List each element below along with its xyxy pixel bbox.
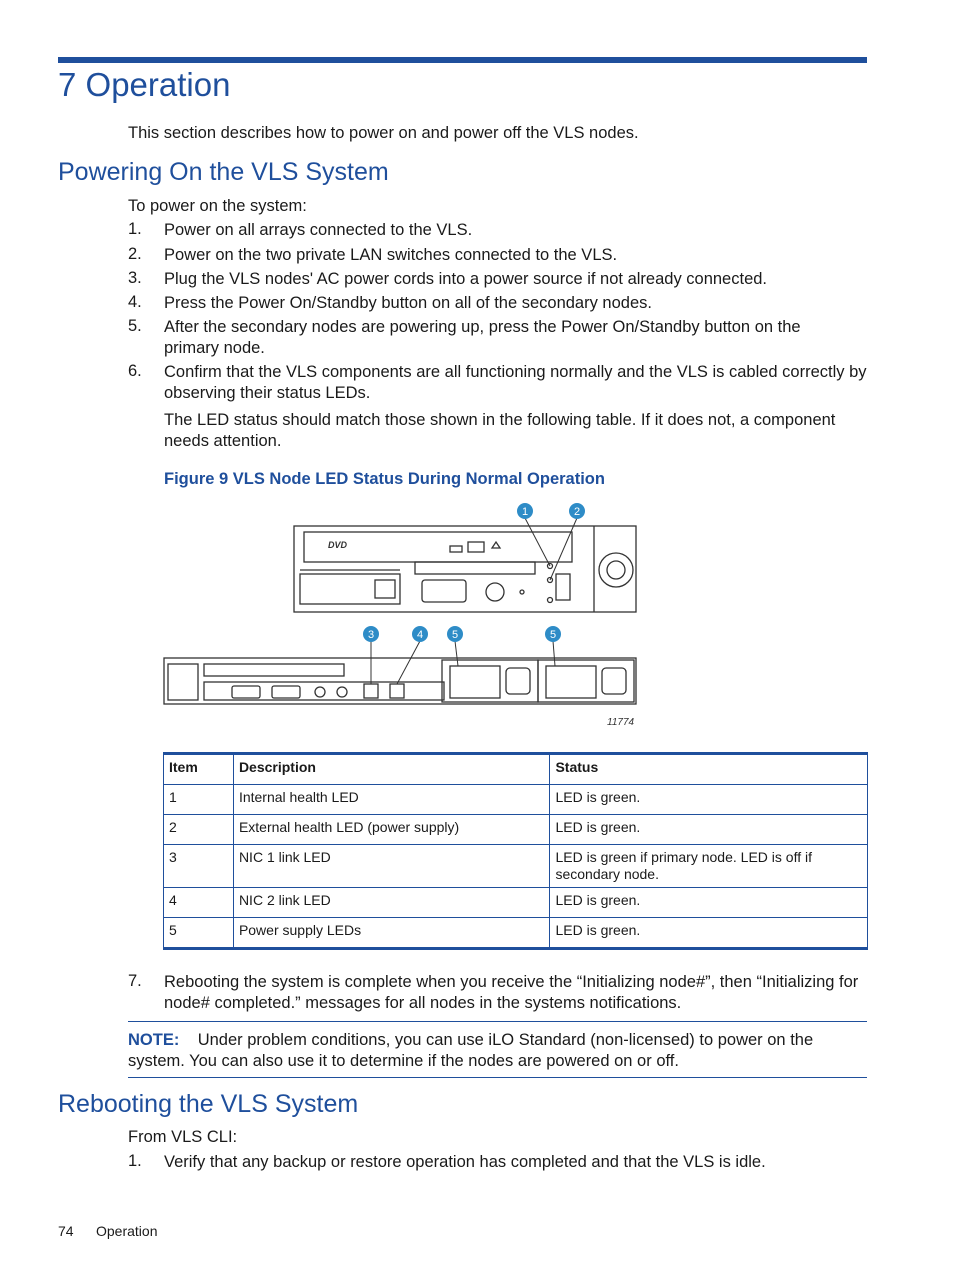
rear-vga-port bbox=[272, 686, 300, 698]
step-text: After the secondary nodes are powering up, press the Power On/Standby button on the primary node. bbox=[164, 318, 801, 357]
drive-latch bbox=[375, 580, 395, 598]
table-header-row bbox=[164, 754, 868, 785]
dvd-eject-icon bbox=[468, 542, 484, 552]
led-status-table bbox=[163, 752, 868, 950]
power-button-icon bbox=[486, 583, 504, 601]
dvd-led-icon bbox=[450, 546, 462, 552]
figure-caption: Figure 9 VLS Node LED Status During Normal Operation bbox=[164, 470, 605, 488]
callout-line-2 bbox=[550, 518, 577, 580]
intro-paragraph: This section describes how to power on and power off the VLS nodes. bbox=[128, 124, 639, 142]
note-text: Under problem conditions, you can use iLO Standard (non-licensed) to power on the system. You can also use it to determine if the nodes are powered on or off. bbox=[128, 1031, 814, 1070]
step-text: Plug the VLS nodes' AC power cords into a power source if not already connected. bbox=[164, 270, 768, 288]
callout-1-label: 1 bbox=[521, 506, 529, 518]
table-row bbox=[164, 888, 868, 918]
cell-status: LED is green. bbox=[550, 785, 868, 815]
figure-number: 11774 bbox=[607, 717, 635, 728]
step-text: Press the Power On/Standby button on all of the secondary nodes. bbox=[164, 294, 652, 312]
rear-connector bbox=[337, 687, 347, 697]
cell-description: External health LED (power supply) bbox=[233, 815, 550, 845]
step-number: 6. bbox=[128, 362, 142, 380]
callout-line-1 bbox=[525, 518, 550, 566]
callout-5b-label: 5 bbox=[549, 629, 557, 641]
front-indicator bbox=[520, 590, 524, 594]
note-label: NOTE: bbox=[128, 1031, 180, 1049]
step-text: Verify that any backup or restore operation has completed and that the VLS is idle. bbox=[164, 1153, 766, 1171]
cell-status: LED is green. bbox=[550, 888, 868, 918]
back-io-block bbox=[168, 664, 198, 700]
cell-item: 1 bbox=[164, 785, 234, 815]
rack-handle-inner bbox=[607, 561, 625, 579]
callout-line-5b bbox=[553, 641, 555, 666]
drive-bay bbox=[300, 574, 400, 604]
usb-port bbox=[556, 574, 570, 600]
step6-note: The LED status should match those shown in the following table. If it does not, a component needs attention. bbox=[164, 411, 836, 450]
eject-arrow-icon bbox=[492, 542, 500, 548]
note bbox=[128, 1022, 843, 1072]
step-number: 4. bbox=[128, 293, 142, 311]
callout-2-label: 2 bbox=[573, 506, 581, 518]
chapter-title: 7 Operation bbox=[58, 66, 231, 103]
callout-lines bbox=[371, 518, 577, 684]
column-header-description: Description bbox=[233, 754, 550, 785]
dvd-label: DVD bbox=[328, 540, 348, 550]
cell-status: LED is green. bbox=[550, 815, 868, 845]
step-text: Power on the two private LAN switches connected to the VLS. bbox=[164, 246, 618, 264]
cell-item: 2 bbox=[164, 815, 234, 845]
rear-connector bbox=[315, 687, 325, 697]
section-heading-rebooting: Rebooting the VLS System bbox=[58, 1090, 359, 1118]
psu2-vent bbox=[546, 666, 596, 698]
back-panel bbox=[164, 658, 636, 704]
cell-description: NIC 1 link LED bbox=[233, 845, 550, 888]
table-row bbox=[164, 918, 868, 949]
section-heading-powering: Powering On the VLS System bbox=[58, 158, 389, 186]
cell-item: 3 bbox=[164, 845, 234, 888]
front-label-strip bbox=[415, 562, 535, 574]
back-chassis bbox=[164, 658, 636, 704]
cell-description: Internal health LED bbox=[233, 785, 550, 815]
front-chassis bbox=[294, 526, 636, 612]
cell-description: NIC 2 link LED bbox=[233, 888, 550, 918]
footer-section: Operation bbox=[96, 1223, 158, 1239]
cell-item: 5 bbox=[164, 918, 234, 949]
rebooting-lead: From VLS CLI: bbox=[128, 1128, 238, 1146]
footer-page-number: 74 bbox=[58, 1223, 74, 1239]
column-header-item: Item bbox=[164, 754, 234, 785]
step-text: Confirm that the VLS components are all functioning normally and the VLS is cabled correctly by observing their status LEDs. bbox=[164, 363, 867, 402]
chapter-rule bbox=[58, 57, 867, 63]
step-number: 5. bbox=[128, 317, 142, 335]
step-text: Power on all arrays connected to the VLS. bbox=[164, 221, 473, 239]
step-number: 3. bbox=[128, 269, 142, 287]
cell-item: 4 bbox=[164, 888, 234, 918]
cell-status: LED is green. bbox=[550, 918, 868, 949]
rack-handle-knob bbox=[599, 553, 633, 587]
powering-lead: To power on the system: bbox=[128, 197, 307, 215]
step-number: 1. bbox=[128, 1152, 142, 1170]
callout-5a-label: 5 bbox=[451, 629, 459, 641]
table-row bbox=[164, 785, 868, 815]
rear-port-strip bbox=[204, 682, 444, 700]
note-box bbox=[128, 1021, 867, 1078]
step-number: 1. bbox=[128, 220, 142, 238]
step-text: Rebooting the system is complete when you receive the “Initializing node#”, then “Initializing for node# completed.” messages for all nodes in the systems notifications. bbox=[164, 973, 859, 1012]
psu1-ac-inlet bbox=[506, 668, 530, 694]
serial-port bbox=[232, 686, 260, 698]
callouts bbox=[363, 503, 585, 642]
table-row bbox=[164, 815, 868, 845]
nic2-port bbox=[390, 684, 404, 698]
callout-line-5a bbox=[455, 641, 458, 666]
front-panel bbox=[294, 526, 636, 612]
vls-node-figure bbox=[160, 496, 640, 736]
nic1-port bbox=[364, 684, 378, 698]
step-number: 7. bbox=[128, 972, 142, 990]
step-number: 2. bbox=[128, 245, 142, 263]
cell-description: Power supply LEDs bbox=[233, 918, 550, 949]
callout-4-label: 4 bbox=[416, 629, 424, 641]
nic-led bbox=[548, 598, 553, 603]
cell-status: LED is green if primary node. LED is off if secondary node. bbox=[550, 845, 868, 888]
pci-slot bbox=[204, 664, 344, 676]
psu1-vent bbox=[450, 666, 500, 698]
column-header-status: Status bbox=[550, 754, 868, 785]
table-row bbox=[164, 845, 868, 888]
callout-3-label: 3 bbox=[367, 629, 375, 641]
vga-port bbox=[422, 580, 466, 602]
psu2-ac-inlet bbox=[602, 668, 626, 694]
callout-line-4 bbox=[397, 641, 420, 684]
